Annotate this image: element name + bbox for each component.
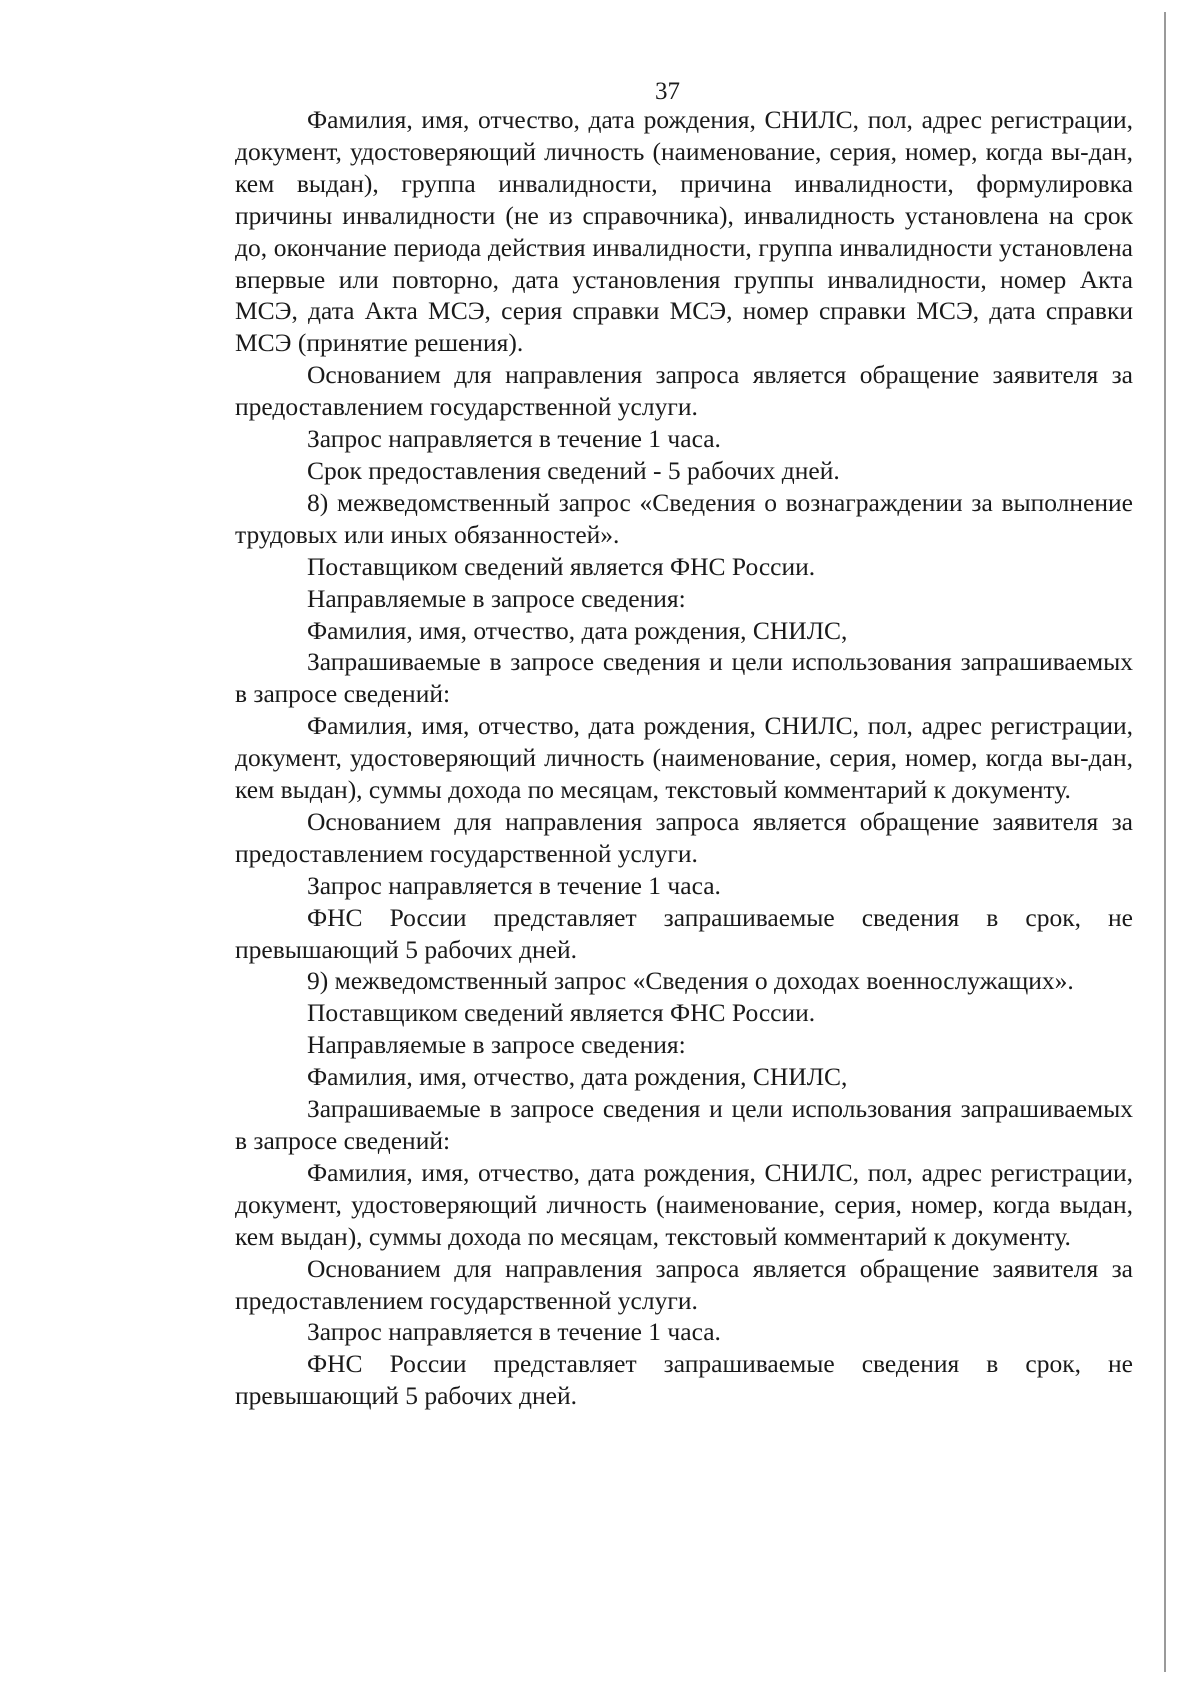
paragraph-request-basis: Основанием для направления запроса является обращение заявителя за предоставлением государственной услуги. (235, 360, 1133, 422)
paragraph-requested-fields-heading: Запрашиваемые в запросе сведения и цели использования запрашиваемых в запросе сведений: (235, 647, 1133, 709)
paragraph-sent-fields: Фамилия, имя, отчество, дата рождения, СНИЛС, (307, 1062, 848, 1092)
paragraph-sent-fields-heading: Направляемые в запросе сведения: (307, 1030, 686, 1060)
paragraph-sent-fields: Фамилия, имя, отчество, дата рождения, СНИЛС, (307, 615, 848, 645)
paragraph-requested-fields-disability: Фамилия, имя, отчество, дата рождения, СНИЛС, пол, адрес регистрации, документ, удостоверяющий личность (наименование, серия, номер, когда вы-дан, кем выдан), группа инвалидности, причина инвалидности, формулировка причины инвалидности (не из справочника), инвалидность установлена на срок до, окончание периода действия инвалидности, группа инвалидности установлена впервые или повторно, дата установления группы инвалидности, номер Акта МСЭ, дата Акта МСЭ, серия справки МСЭ, номер справки МСЭ, дата справки МСЭ (принятие решения). (235, 105, 1133, 358)
paragraph-request-timing: Запрос направляется в течение 1 часа. (307, 1317, 721, 1347)
paragraph-response-deadline: ФНС России представляет запрашиваемые сведения в срок, не превышающий 5 рабочих дней. (235, 1349, 1133, 1411)
paragraph-requested-fields-heading: Запрашиваемые в запросе сведения и цели использования запрашиваемых в запросе сведений: (235, 1094, 1133, 1155)
paragraph-response-deadline: Срок предоставления сведений - 5 рабочих дней. (307, 455, 840, 485)
paragraph-requested-fields-income: Фамилия, имя, отчество, дата рождения, СНИЛС, пол, адрес регистрации, документ, удостоверяющий личность (наименование, серия, номер, когда вы-дан, кем выдан), суммы дохода по месяцам, текстовый комментарий к документу. (235, 711, 1133, 805)
paragraph-request-9-title: 9) межведомственный запрос «Сведения о доходах военнослужащих». (307, 966, 1074, 996)
paragraph-provider: Поставщиком сведений является ФНС России. (307, 998, 816, 1028)
page-number: 37 (655, 78, 680, 105)
paragraph-request-timing: Запрос направляется в течение 1 часа. (307, 870, 721, 900)
paragraph-request-timing: Запрос направляется в течение 1 часа. (307, 424, 721, 454)
paragraph-request-basis: Основанием для направления запроса является обращение заявителя за предоставлением государственной услуги. (235, 1253, 1133, 1315)
paragraph-request-basis: Основанием для направления запроса является обращение заявителя за предоставлением государственной услуги. (235, 806, 1133, 868)
document-body (235, 104, 1133, 1412)
paragraph-sent-fields-heading: Направляемые в запросе сведения: (307, 583, 686, 613)
scan-edge-line (1164, 12, 1166, 1672)
paragraph-response-deadline: ФНС России представляет запрашиваемые сведения в срок, не превышающий 5 рабочих дней. (235, 902, 1133, 964)
paragraph-request-8-title: 8) межведомственный запрос «Сведения о вознаграждении за выполнение трудовых или иных обязанностей». (235, 487, 1133, 549)
paragraph-requested-fields-income: Фамилия, имя, отчество, дата рождения, СНИЛС, пол, адрес регистрации, документ, удостоверяющий личность (наименование, серия, номер, когда выдан, кем выдан), суммы дохода по месяцам, текстовый комментарий к документу. (235, 1157, 1133, 1251)
paragraph-provider: Поставщиком сведений является ФНС России. (307, 551, 816, 581)
